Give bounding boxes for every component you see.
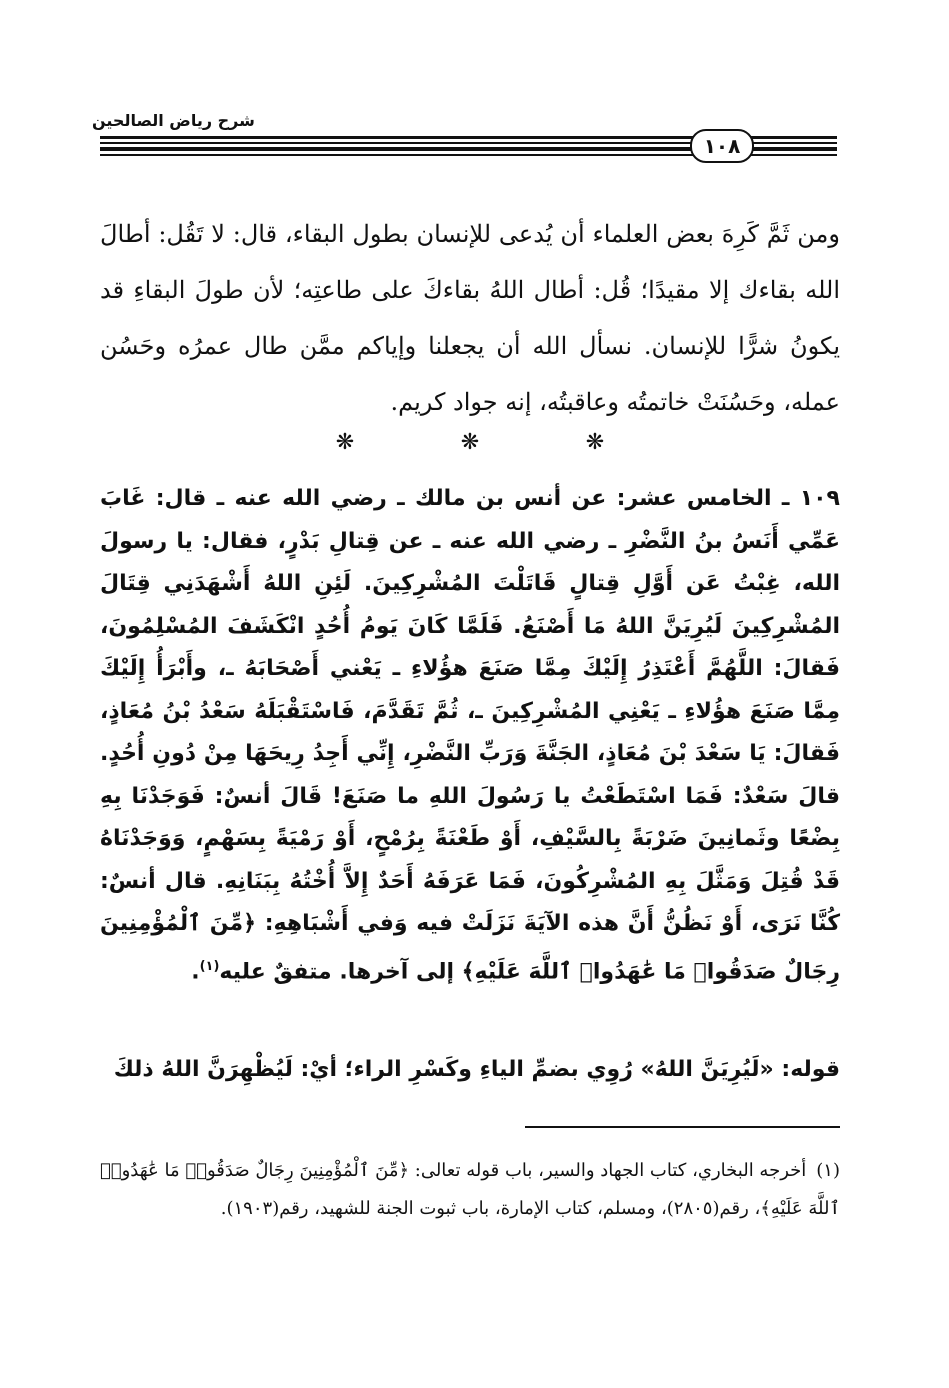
- intro-paragraph: ومن ثَمَّ كَرِهَ بعض العلماء أن يُدعى للإنسان بطول البقاء، قال: لا تَقُل: أطالَ الله بقاءك إلا مقيدًا؛ قُل: أطال اللهُ بقاءكَ على طاعتِه؛ لأن طولَ البقاءِ قد يكونُ شرًّا للإنسان. نسأل الله أن يجعلنا وإياكم ممَّن طال عمرُه وحَسُن عمله، وحَسُنَتْ خاتمتُه وعاقبتُه، إنه جواد كريم.: [100, 220, 840, 416]
- footnote-text: أخرجه البخاري، كتاب الجهاد والسير، باب قوله تعالى: ﴿مِّنَ ٱلْمُؤْمِنِينَ رِجَالٌ صَدَقُوا۟ مَا عَٰهَدُوا۟ ٱللَّهَ عَلَيْهِ﴾، رقم(٢٨٠٥)، ومسلم، كتاب الإمارة، باب ثبوت الجنة للشهيد، رقم(١٩٠٣).: [100, 1160, 840, 1219]
- hadith-text: ١٠٩ ـ الخامس عشر: عن أنس بن مالك ـ رضي الله عنه ـ قال: غَابَ عَمِّي أَنَسُ بنُ النَّضْرِ ـ رضي الله عنه ـ عن قِتالِ بَدْرٍ، فقال: يا رسولَ الله، غِبْتُ عَن أَوَّلِ قِتالٍ قَاتَلْتَ المُشْرِكِينَ. لَئِنِ اللهُ أَشْهَدَنِي قِتَالَ المُشْرِكِينَ لَيُرِيَنَّ اللهُ مَا أَصْنَعُ. فَلَمَّا كَانَ يَومُ أُحُدٍ انْكَشَفَ المُسْلِمُونَ، فَقالَ: اللَّهُمَّ أَعْتَذِرُ إِلَيْكَ مِمَّا صَنَعَ هؤُلاءِ ـ يَعْني أَصْحَابَهُ ـ، وأَبْرَأُ إِلَيْكَ مِمَّا صَنَعَ هؤُلاءِ ـ يَعْنِي المُشْرِكِينَ ـ، ثُمَّ تَقَدَّمَ، فَاسْتَقْبَلَهُ سَعْدُ بْنُ مُعَاذٍ، فَقالَ: يَا سَعْدَ بْنَ مُعَاذٍ، الجَنَّةَ وَرَبِّ النَّضْرِ، إِنِّي أَجِدُ رِيحَهَا مِنْ دُونِ أُحُدٍ. قالَ سَعْدٌ: فَمَا اسْتَطَعْتُ يا رَسُولَ اللهِ ما صَنَعَ! قَالَ أنسٌ: فَوَجَدْنَا بِهِ بِضْعًا وثَمانِينَ ضَرْبَةً بِالسَّيْفِ، أَوْ طَعْنَةً بِرُمْحٍ، أَوْ رَمْيَةً بِسَهْمٍ، وَوَجَدْنَاهُ قَدْ قُتِلَ وَمَثَّلَ بِهِ المُشْرِكُونَ، فَمَا عَرَفَهُ أَحَدٌ إِلاَّ أُخْتُهُ بِبَنَانِهِ. قال أنسٌ: كُنَّا نَرَى، أَوْ نَظُنُّ أَنَّ هذه الآيَةَ نَزَلَتْ فيه وَفي أَشْبَاهِهِ: ﴿مِّنَ ٱلْمُؤْمِنِينَ رِجَالٌ صَدَقُوا۟ مَا عَٰهَدُوا۟ ٱللَّهَ عَلَيْهِ﴾ إلى آخرها. متفقٌ عليه: [100, 486, 840, 984]
- footnote-reference[interactable]: (١): [199, 958, 220, 974]
- star-ornament-icon: ❋: [585, 430, 605, 455]
- footnote-number: (١): [816, 1160, 840, 1181]
- footnote-divider: [525, 1126, 840, 1128]
- commentary-line: قوله: «لَيُرِيَنَّ اللهُ» رُوِي بضمِّ الياءِ وكَسْرِ الراء؛ أيْ: لَيُظْهِرَنَّ اللهُ ذلكَ: [113, 1057, 840, 1082]
- section-separator: [330, 428, 610, 458]
- page-number: ١٠٨: [690, 129, 754, 163]
- star-ornament-icon: ❋: [460, 430, 480, 455]
- running-header-title: شرح رياض الصالحين: [92, 111, 255, 130]
- hadith-paragraph: [100, 478, 840, 993]
- footnote: [100, 1152, 840, 1228]
- hadith-end-mark: .: [191, 958, 200, 984]
- star-ornament-icon: ❋: [335, 430, 355, 455]
